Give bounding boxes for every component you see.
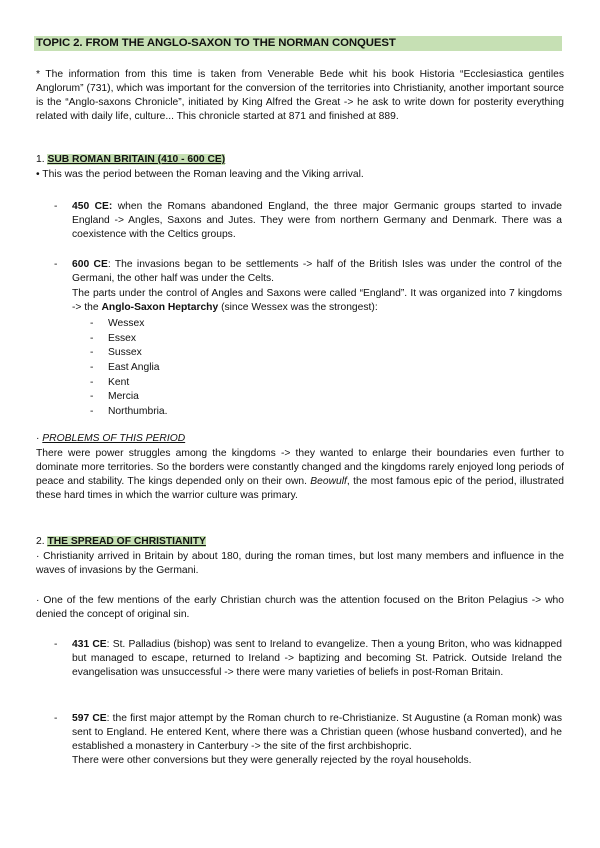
item-431-body: : St. Palladius (bishop) was sent to Ireland to evangelize. Then a young Briton, who was kidnapped but managed to escape, returned to Ireland -> baptizing and becoming St. Patrick. Outside Ireland the evangelisation was unsuccessful -> there were many varieties of beliefs in post-Roman Britain. xyxy=(72,639,562,678)
kingdom-item: - Sussex xyxy=(90,346,390,361)
item-597-body: : the first major attempt by the Roman church to re-Christianize. St Augustine (a Roman monk) was sent to England. He entered Kent, where there was a Christian queen (whose husband converted), and he established a monastery in Canterbury -> the site of the first archbishopric. xyxy=(72,713,562,752)
kingdom-item: - Essex xyxy=(90,332,390,347)
problems-text-post: , the most famous epic of the period, illustrated these hard times in which the warrior culture was primary. xyxy=(36,476,564,501)
topic-title: TOPIC 2. FROM THE ANGLO-SAXON TO THE NORMAN CONQUEST xyxy=(34,36,562,51)
kingdom-item: - Mercia xyxy=(90,390,390,405)
dash-marker: - xyxy=(54,201,58,212)
problems-text-pre: There were power struggles among the kingdoms -> they wanted to enlarge their boundaries even further to dominate more territories. So the borders were constantly changed and the kingdoms rarely enjoyed long periods of peace and stability. The kings depended only on their own. xyxy=(36,448,564,487)
kingdoms-list-wrap xyxy=(90,317,390,420)
item-597-continuation: There were other conversions but they were generally rejected by the royal households. xyxy=(72,755,472,766)
heptarchy-term: Anglo-Saxon Heptarchy xyxy=(101,302,219,313)
item-600-continuation xyxy=(72,287,562,315)
dash-marker: - xyxy=(54,259,58,270)
dash-marker: - xyxy=(54,639,58,650)
problems-title: PROBLEMS OF THIS PERIOD xyxy=(42,433,186,444)
item-450-body: when the Romans abandoned England, the three major Germanic groups started to invade England -> Angles, Saxons and Jutes. They were from northern Germany and Denmark. There was a coexistence with the Celtics groups. xyxy=(72,201,562,240)
item-431-label: 431 CE xyxy=(72,639,107,650)
section2-title: THE SPREAD OF CHRISTIANITY xyxy=(47,536,206,547)
section1-heading xyxy=(36,153,564,167)
problems-heading xyxy=(36,432,564,446)
kingdom-item: - Wessex xyxy=(90,317,390,332)
section2-para2: · One of the few mentions of the early Christian church was the attention focused on the Briton Pelagius -> who denied the concept of original sin. xyxy=(36,595,564,620)
section1-number: 1. xyxy=(36,154,48,165)
item-597-text xyxy=(72,712,562,754)
kingdoms-list xyxy=(90,317,390,420)
problems-paragraph xyxy=(36,447,564,503)
item-600-text xyxy=(72,258,562,286)
beowulf-title: Beowulf xyxy=(310,476,347,487)
section2-heading xyxy=(36,535,564,549)
dash-marker: - xyxy=(54,713,58,724)
problems-prefix: · xyxy=(36,433,43,444)
section2-para1: · Christianity arrived in Britain by about 180, during the roman times, but lost many members and influence in the waves of invasions by the Germani. xyxy=(36,551,564,576)
heptarchy-post: (since Wessex was the strongest): xyxy=(218,302,378,313)
kingdom-item: - East Anglia xyxy=(90,361,390,376)
item-597-label: 597 CE xyxy=(72,713,107,724)
item-600-body: : The invasions began to be settlements -> half of the British Isles was under the control of the Germani, the other half was under the Celts. xyxy=(72,259,562,284)
section1-title: SUB ROMAN BRITAIN (410 - 600 CE) xyxy=(47,154,226,165)
item-450-label: 450 CE: xyxy=(72,201,118,212)
kingdom-item: - Northumbria. xyxy=(90,405,390,420)
item-450-text xyxy=(72,200,562,242)
item-600-label: 600 CE xyxy=(72,259,108,270)
section1-bullet: • This was the period between the Roman leaving and the Viking arrival. xyxy=(36,169,364,180)
intro-paragraph: * The information from this time is taken from Venerable Bede whit his book Historia “Ecclesiastica gentiles Anglorum” (731), which was important for the conversion of the territories into Christianity, another important source is the “Anglo-saxons Chronicle”, initiated by King Alfred the Great -> he ask to write down for posterity everything related with daily life, culture... This chronicle started at 871 and finished at 889. xyxy=(36,69,564,122)
heptarchy-pre: The parts under the control of Angles and Saxons were called “England”. It was organized into 7 kingdoms -> the xyxy=(72,288,562,313)
section2-number: 2. xyxy=(36,536,48,547)
kingdom-item: - Kent xyxy=(90,376,390,391)
item-431-text xyxy=(72,638,562,680)
